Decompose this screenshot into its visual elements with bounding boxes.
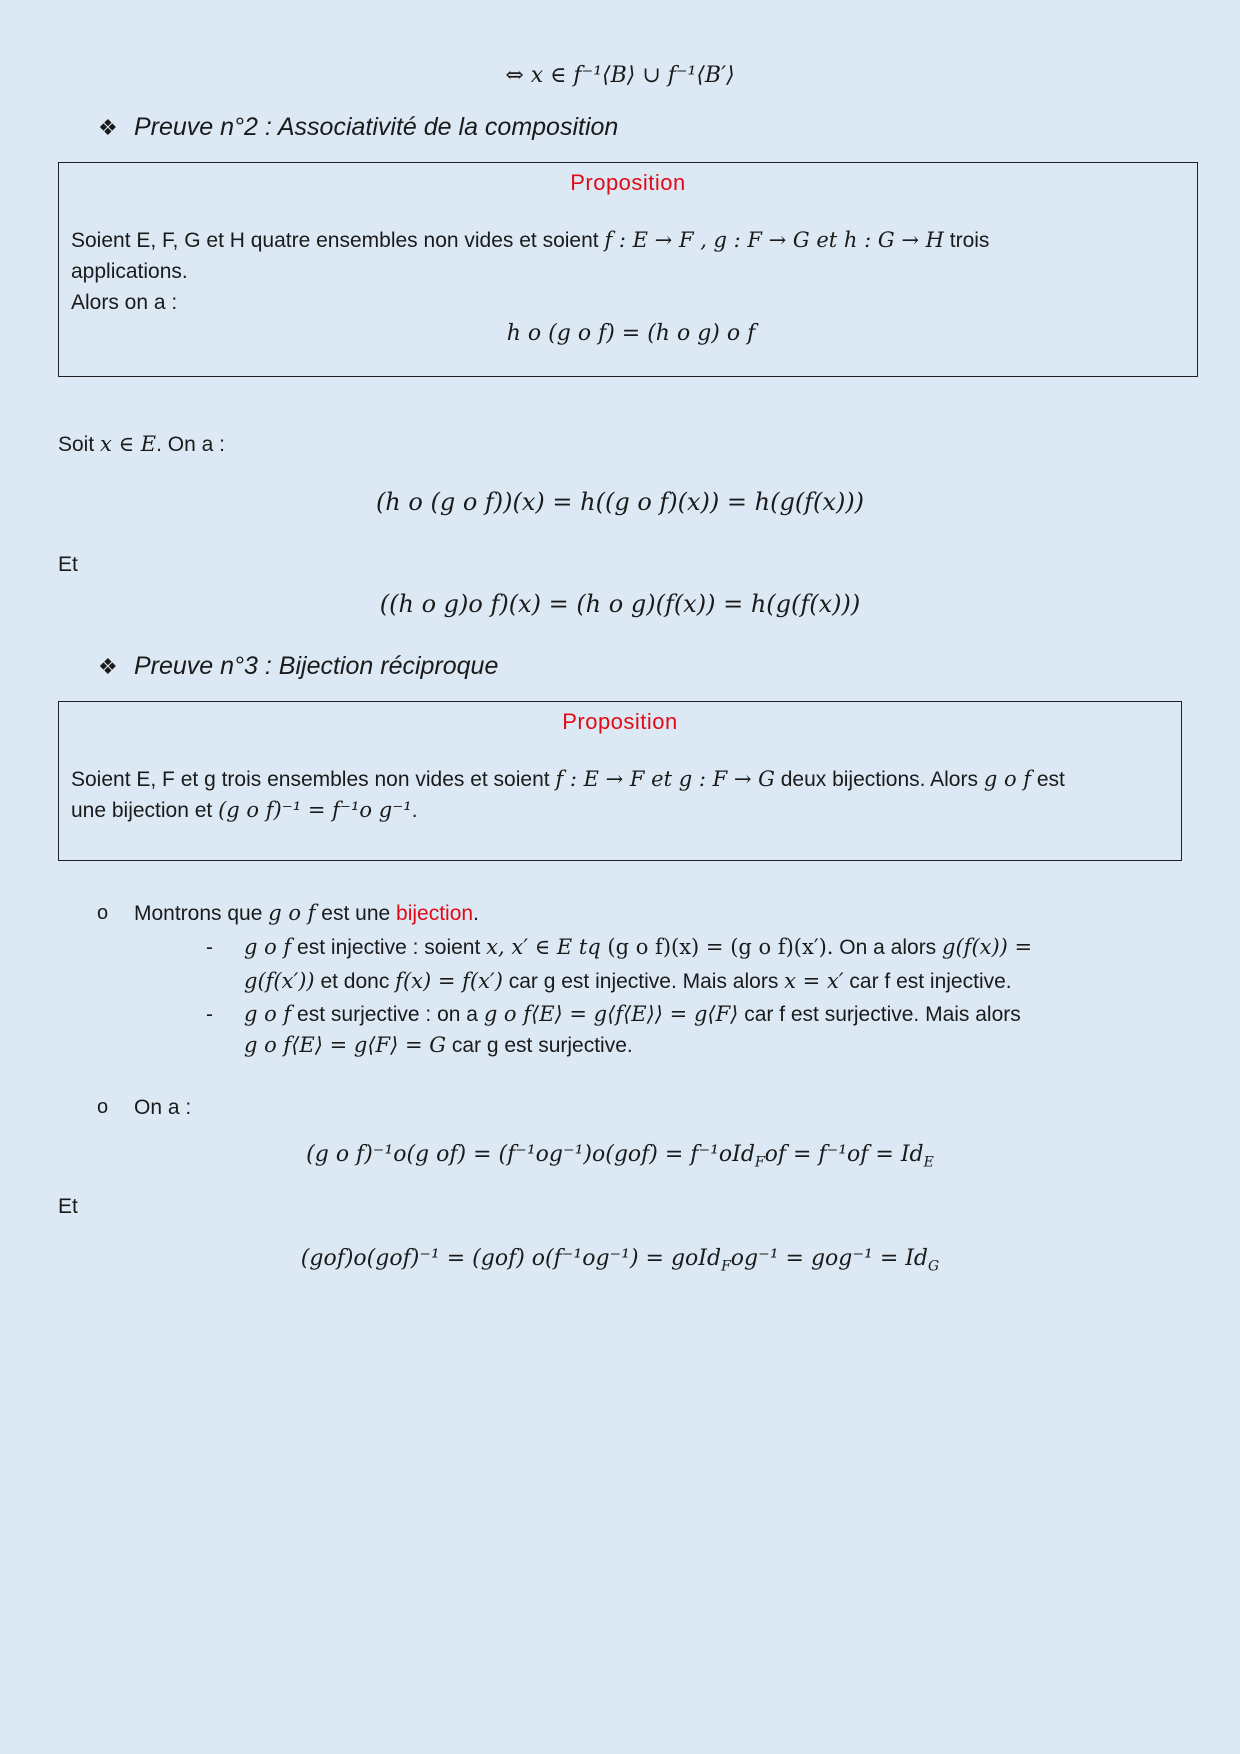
- proposition-line2: une bijection et (g o f)⁻¹ = f⁻¹o g⁻¹.: [71, 798, 418, 822]
- section2-heading-text: Preuve n°2 : Associativité de la composition: [134, 113, 619, 141]
- proposition-line1: Soient E, F, G et H quatre ensembles non vides et soient f : E → F , g : F → G et h : G → H trois: [71, 228, 990, 252]
- point-1-text: Montrons que g o f est une bijection.: [134, 901, 479, 925]
- proposition-box-associativity: [58, 162, 1198, 377]
- bijection-highlight: bijection: [396, 902, 474, 925]
- point-2-text: On a :: [134, 1096, 192, 1119]
- injective-text: g o f est injective : soient x, x′ ∈ E tq (g o f)(x) = (g o f)(x′). On a alors g(f(x)) = g(f(x′)) et donc f(x) = f(x′) car g est injective. Mais alors x = x′ car f est injective.: [244, 935, 1033, 993]
- section2-heading: [98, 112, 619, 143]
- proposition-title: Proposition: [562, 709, 678, 734]
- proposition-title: Proposition: [570, 170, 686, 195]
- proposition-line3: Alors on a :: [71, 291, 178, 314]
- circle-bullet-icon: o: [97, 1096, 109, 1118]
- top-equation: ⇔ x ∈ f⁻¹⟨B⟩ ∪ f⁻¹⟨B′⟩: [505, 63, 735, 88]
- et-label-2: Et: [58, 1195, 78, 1218]
- section3-heading: [98, 651, 499, 682]
- proposition-text: [71, 764, 1176, 826]
- equation-3: (g o f)⁻¹o(g $of) = (f^{-1}og^{-1})o(gof) = f^{-1}oId_Fof = f^{-1}of = Id_E$: [306, 1142, 934, 1171]
- dash-bullet: -: [206, 936, 213, 959]
- diamond-bullet-icon: ❖: [98, 654, 118, 679]
- equation-4: (gof)o(gof)⁻¹ = (gof) o(f⁻¹og⁻¹) = goId$_F$og⁻¹ = $gog^{-1} = Id_G$: [300, 1246, 940, 1275]
- proposition-box-bijection: [58, 701, 1182, 861]
- surjective-text: g o f est surjective : on a g o f⟨E⟩ = g⟨f⟨E⟩⟩ = g⟨F⟩ car f est surjective. Mais alors g o f⟨E⟩ = g⟨F⟩ = G car g est surjective.: [244, 1002, 1021, 1057]
- equation-1: (h o (g o f))(x) = h((g o f)(x)) = h(g(f(x))): [375, 488, 865, 516]
- dash-bullet: -: [206, 1003, 213, 1026]
- section3-heading-text: Preuve n°3 : Bijection réciproque: [134, 652, 499, 680]
- soit-line: Soit x ∈ E. On a :: [58, 432, 225, 456]
- proposition-statement: h o (g o f) = (h o g) o f: [506, 321, 756, 346]
- diamond-bullet-icon: ❖: [98, 115, 118, 140]
- circle-bullet-icon: o: [97, 902, 109, 924]
- equation-2: ((h o g)o f)(x) = (h o g)(f(x)) = h(g(f(x))): [379, 590, 861, 618]
- proposition-line2: applications.: [71, 260, 188, 283]
- et-label-1: Et: [58, 553, 78, 576]
- proposition-line1: Soient E, F et g trois ensembles non vides et soient f : E → F et g : F → G deux bijections. Alors g o f est: [71, 767, 1065, 791]
- proposition-text: [71, 225, 1191, 349]
